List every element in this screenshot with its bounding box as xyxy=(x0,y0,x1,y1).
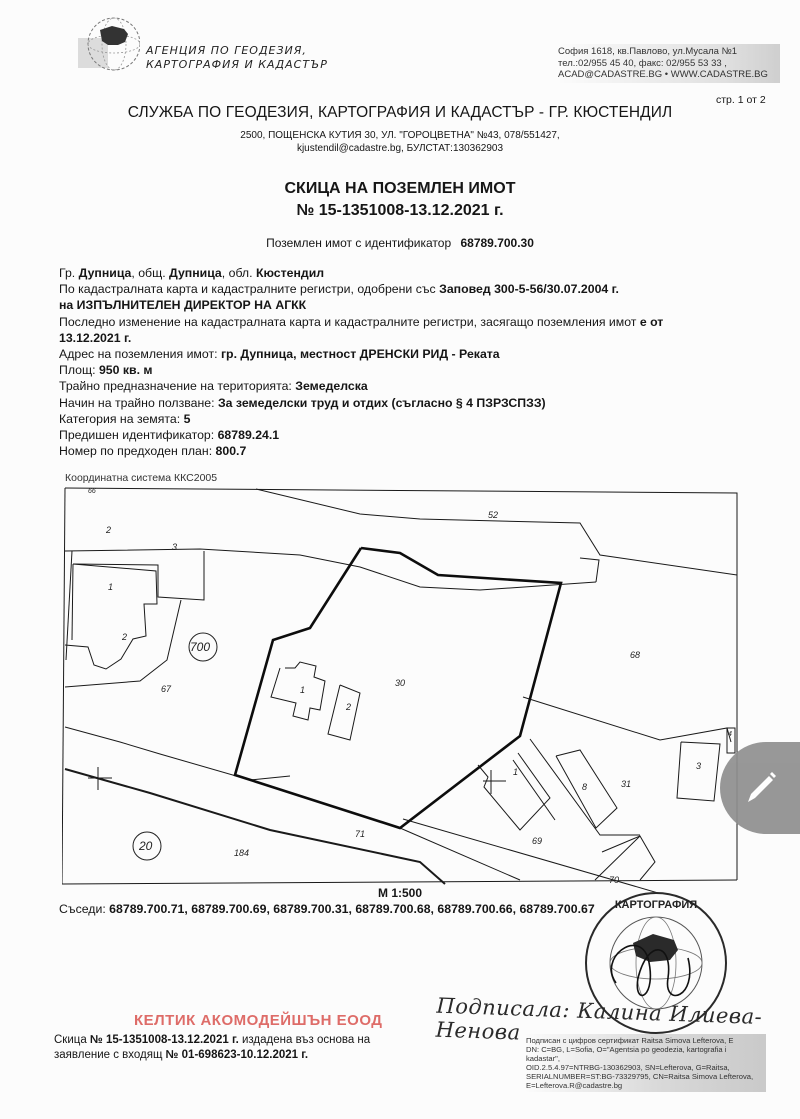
svg-text:52: 52 xyxy=(488,510,499,520)
prev-id-line xyxy=(59,427,759,443)
address-label: Адрес на поземления имот: xyxy=(59,347,218,362)
coordinate-system: Координатна система ККС2005 xyxy=(65,472,218,484)
prev-id-label: Предишен идентификатор: xyxy=(59,428,215,443)
svg-text:2: 2 xyxy=(122,632,128,642)
issued-text: издадена въз основа на xyxy=(241,1034,371,1046)
svg-text:8: 8 xyxy=(582,782,588,792)
usage-value: За земеделски труд и отдих (съгласно § 4 ПЗРЗСПЗЗ) xyxy=(217,395,546,410)
city-value: Дупница xyxy=(78,266,132,280)
svg-text:1: 1 xyxy=(513,767,519,777)
sketch-number: № 15-1351008-13.12.2021 г. xyxy=(89,1034,239,1046)
contact-email-web: ACAD@CADASTRE.BG • WWW.CADASTRE.BG xyxy=(558,69,768,80)
neighbours-list: 68789.700.71, 68789.700.69, 68789.700.31, 68789.700.68, 68789.700.66, 68789.700.67 xyxy=(109,902,595,916)
handwritten-signature: Подписала: Калина Илиева-Ненова xyxy=(435,993,763,1045)
svg-text:66: 66 xyxy=(88,488,96,495)
usage-label: Начин на трайно ползване: xyxy=(59,395,215,410)
svg-text:31: 31 xyxy=(621,779,632,789)
prev-plan-value: 800.7 xyxy=(215,444,247,459)
svg-text:700: 700 xyxy=(190,640,211,654)
parcel-details xyxy=(59,265,759,459)
prev-id-value: 68789.24.1 xyxy=(217,428,280,443)
region-value: Кюстендил xyxy=(255,266,325,280)
identifier-label: Поземлен имот с идентификатор xyxy=(266,236,452,250)
contact-address: София 1618, кв.Павлово, ул.Мусала №1 xyxy=(558,46,738,57)
cert-line: Подписан с цифров сертификат Raitsa Simova Lefterova, E xyxy=(526,1036,734,1045)
map-approval-label: По кадастралната карта и кадастралните регистри, одобрени със xyxy=(59,282,436,297)
area-label: Площ: xyxy=(59,363,96,378)
category-value: 5 xyxy=(183,411,191,426)
request-number: № 01-698623-10.12.2021 г. xyxy=(165,1049,309,1061)
cert-line: E=Lefterova.R@cadastre.bg xyxy=(526,1081,623,1090)
category-line xyxy=(59,411,759,427)
svg-text:69: 69 xyxy=(532,836,543,846)
digital-certificate xyxy=(524,1034,766,1092)
last-change-connector: е от xyxy=(639,314,664,329)
company-watermark: КЕЛТИК АКОМОДЕЙШЪН ЕООД xyxy=(134,1012,383,1029)
prev-plan-line xyxy=(59,443,759,459)
document-number: № 15-1351008-13.12.2021 г. xyxy=(296,202,504,219)
address-line xyxy=(59,346,759,362)
pencil-icon xyxy=(740,768,780,808)
purpose-value: Земеделска xyxy=(295,379,368,394)
last-change-date-line xyxy=(59,330,759,346)
address-value: гр. Дупница, местност ДРЕНСКИ РИД - Реката xyxy=(220,347,500,362)
svg-text:184: 184 xyxy=(234,848,250,858)
map-approval-order: Заповед 300-5-56/30.07.2004 г. xyxy=(439,282,619,297)
svg-text:3: 3 xyxy=(172,542,178,552)
last-change-label: Последно изменение на кадастралната карта и кадастралните регистри, засягащо поземления имот xyxy=(59,314,637,329)
usage-line xyxy=(59,395,759,411)
cert-line: OID.2.5.4.97=NTRBG-130362903, SN=Lefterova, G=Raitsa, xyxy=(526,1063,730,1072)
cert-line: DN: C=BG, L=Sofia, O="Agentsia po geodezia, kartografia i kadastar", xyxy=(526,1045,727,1063)
agency-name xyxy=(146,44,328,72)
document-title-line1: СКИЦА НА ПОЗЕМЛЕН ИМОТ xyxy=(284,180,516,197)
agency-contact xyxy=(556,44,780,83)
svg-text:30: 30 xyxy=(395,678,406,688)
map-approval-line xyxy=(59,281,759,297)
svg-text:КАРТОГРАФИЯ: КАРТОГРАФИЯ xyxy=(614,899,698,911)
issue-note-line1 xyxy=(54,1033,370,1048)
category-label: Категория на земята: xyxy=(59,411,181,426)
parcel-identifier xyxy=(0,236,800,250)
issue-note-line2 xyxy=(54,1048,370,1063)
globe-bulgaria-icon xyxy=(78,12,140,82)
svg-text:2: 2 xyxy=(346,702,352,712)
map-authority-line xyxy=(59,297,759,313)
identifier-value: 68789.700.30 xyxy=(460,236,534,250)
purpose-label: Трайно предназначение на територията: xyxy=(59,379,292,394)
office-title: СЛУЖБА ПО ГЕОДЕЗИЯ, КАРТОГРАФИЯ И КАДАСТЪР - ГР. КЮСТЕНДИЛ xyxy=(127,104,673,121)
area-value: 950 кв. м xyxy=(98,363,153,378)
neighbours xyxy=(59,902,595,916)
document-title xyxy=(0,178,800,222)
city-label: Гр. xyxy=(59,266,76,280)
location-line xyxy=(59,265,759,281)
svg-text:20: 20 xyxy=(139,839,153,853)
purpose-line xyxy=(59,378,759,394)
agency-name-line2: КАРТОГРАФИЯ И КАДАСТЪР xyxy=(146,58,328,71)
request-label: заявление с входящ xyxy=(54,1049,163,1061)
map-authority: на ИЗПЪЛНИТЕЛЕН ДИРЕКТОР НА АГКК xyxy=(59,298,307,313)
last-change-date: 13.12.2021 г. xyxy=(59,330,132,345)
cadastral-map xyxy=(62,484,742,894)
agency-name-line1: АГЕНЦИЯ ПО ГЕОДЕЗИЯ, xyxy=(146,44,307,57)
municipality-value: Дупница xyxy=(169,266,222,280)
last-change-line xyxy=(59,314,759,330)
agency-logo xyxy=(78,12,138,80)
prev-plan-label: Номер по предходен план: xyxy=(59,444,213,459)
svg-text:3: 3 xyxy=(696,761,702,771)
contact-phone: тел.:02/955 45 40, факс: 02/955 53 33 , xyxy=(558,57,727,69)
map-scale: М 1:500 xyxy=(377,886,423,900)
svg-text:71: 71 xyxy=(355,829,366,839)
issue-note xyxy=(54,1033,370,1063)
svg-text:68: 68 xyxy=(630,650,641,660)
area-line xyxy=(59,362,759,378)
neighbours-label: Съседи: xyxy=(59,902,106,916)
region-label: , обл. xyxy=(221,266,253,280)
office-address-line1: 2500, ПОЩЕНСКА КУТИЯ 30, УЛ. "ГОРОЦВЕТНА" №43, 078/551427, xyxy=(240,130,560,141)
svg-text:70: 70 xyxy=(609,875,620,885)
svg-text:67: 67 xyxy=(161,684,172,694)
cert-line: SERIALNUMBER=ST:BG-73329795, CN=Raitsa Simova Lefterova, xyxy=(526,1072,754,1081)
svg-text:2: 2 xyxy=(106,525,112,535)
office-address-line2: kjustendil@cadastre.bg, БУЛСТАТ:130362903 xyxy=(296,142,504,154)
page-number: стр. 1 от 2 xyxy=(716,94,766,106)
svg-text:1: 1 xyxy=(300,685,306,695)
office-address xyxy=(0,130,800,155)
municipality-label: , общ. xyxy=(131,266,166,280)
svg-text:1: 1 xyxy=(108,582,114,592)
sketch-label: Скица xyxy=(54,1034,87,1046)
svg-text:4: 4 xyxy=(728,731,732,738)
